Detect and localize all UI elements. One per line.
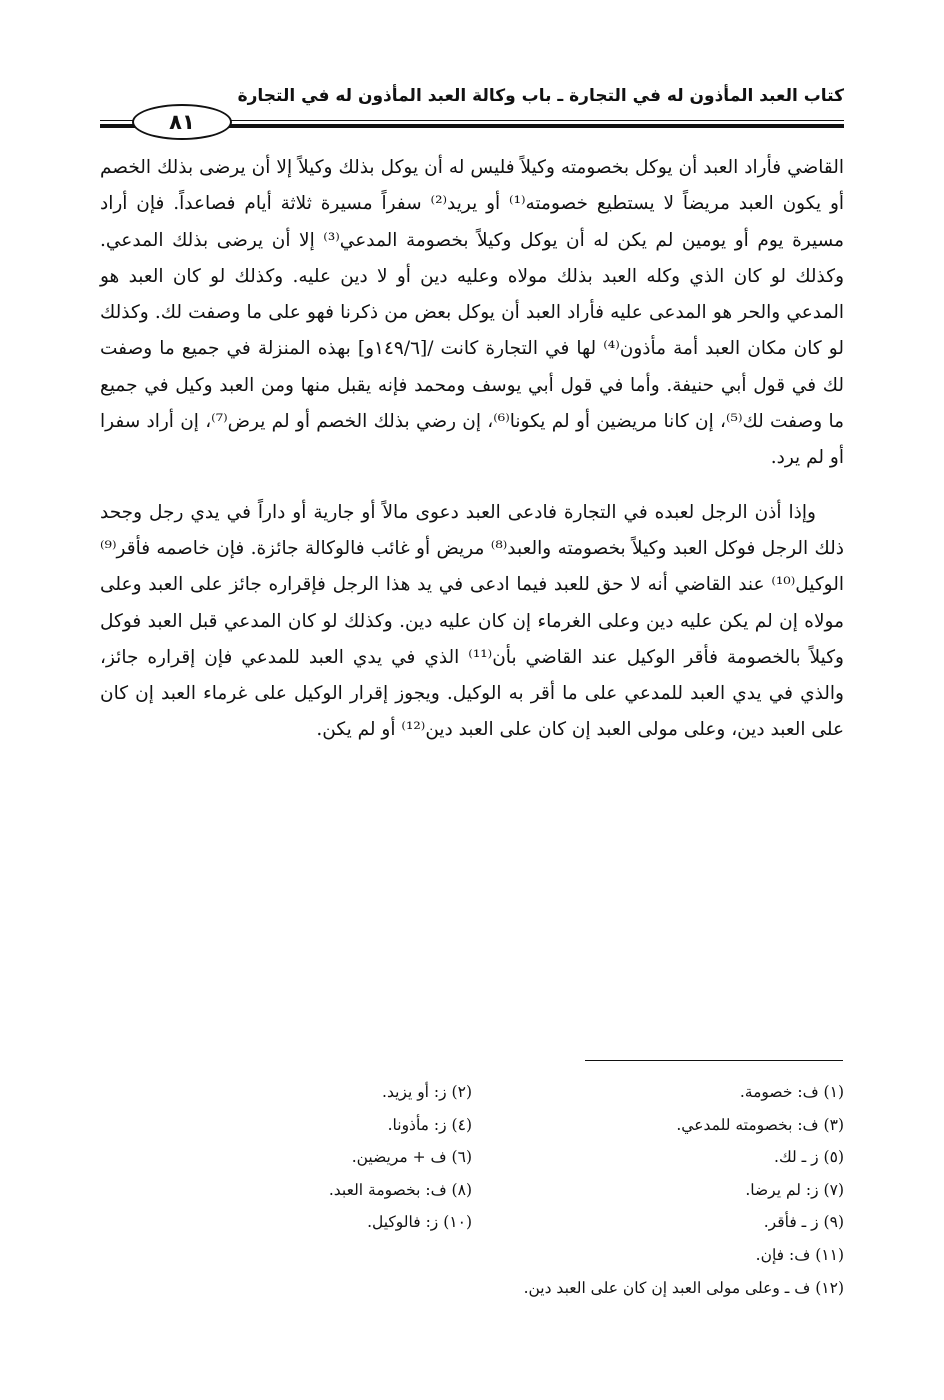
footnote-3: (٣) ف: بخصومته للمدعي. bbox=[676, 1115, 844, 1134]
page-number-badge: ٨١ bbox=[132, 104, 232, 140]
footnote-7: (٧) ز: لم يرضا. bbox=[745, 1180, 844, 1199]
footnote-row bbox=[100, 1272, 844, 1305]
footnote-9: (٩) ز ـ فأقر. bbox=[763, 1213, 844, 1232]
footnote-6: (٦) ف + مريضين. bbox=[351, 1148, 472, 1167]
footnote-4: (٤) ز: مأذونا. bbox=[387, 1115, 472, 1134]
footnote-row bbox=[100, 1076, 844, 1109]
footnote-row bbox=[100, 1239, 844, 1272]
paragraph-2: وإذا أذن الرجل لعبده في التجارة فادعى العبد دعوى مالاً أو جارية أو داراً في يدي رجل وجحد ذلك الرجل فوكل العبد وكيلاً بخصومته والعبد⁽⁸⁾ مريض أو غائب فالوكالة جائزة. فإن خاصمه فأقر⁽⁹⁾ الوكيل⁽¹⁰⁾ عند القاضي أنه لا حق للعبد فيما ادعى في يد هذا الرجل فإقراره جائز على العبد وعلى مولاه إن لم يكن عليه دين وعلى الغرماء إن كان عليه دين. وكذلك لو كان المدعي قبل العبد فوكل وكيلاً بالخصومة فأقر الوكيل عند القاضي بأن⁽¹¹⁾ الذي في يدي العبد للمدعي فإن إقراره جائز، والذي في يدي العبد للمدعي على ما أقر به الوكيل. ويجوز إقرار الوكيل على غرماء العبد إن كان على العبد دين، وعلى مولى العبد إن كان على العبد دين⁽¹²⁾ أو لم يكن. bbox=[100, 501, 844, 741]
footnote-row bbox=[100, 1141, 844, 1174]
footnote-row bbox=[100, 1174, 844, 1207]
footnote-12: (١٢) ف ـ وعلى مولى العبد إن كان على العبد دين. bbox=[523, 1278, 844, 1297]
footnote-1: (١) ف: خصومة. bbox=[739, 1083, 844, 1101]
footnote-8: (٨) ف: بخصومة العبد. bbox=[328, 1180, 472, 1199]
main-text bbox=[100, 150, 844, 749]
footnote-11: (١١) ف: فإن. bbox=[755, 1245, 844, 1264]
paragraph-1: القاضي فأراد العبد أن يوكل بخصومته وكيلاً فليس له أن يوكل بذلك وكيلاً إلا أن يرضى بذلك الخصم أو يكون العبد مريضاً لا يستطيع خصومته⁽¹⁾ أو يريد⁽²⁾ سفراً مسيرة ثلاثة أيام فصاعداً. فإن أراد مسيرة يوم أو يومين لم يكن له أن يوكل وكيلاً بخصومة المدعي⁽³⁾ إلا أن يرضى بذلك المدعي. وكذلك لو كان الذي وكله العبد بذلك مولاه وعليه دين أو لا دين عليه. وكذلك لو كان العبد هو المدعي والحر هو المدعى عليه فأراد العبد أن يوكل بعض من ذكرنا فهو على ما وصفت لك. وكذلك لو كان مكان العبد أمة مأذون⁽⁴⁾ لها في التجارة كانت /[١٤٩/٦و] بهذه المنزلة في جميع ما وصفت لك في قول أبي حنيفة. وأما في قول أبي يوسف ومحمد فإنه يقبل منها ومن العبد وكيل في جميع ما وصفت لك⁽⁵⁾، إن كانا مريضين أو لم يكونا⁽⁶⁾، إن رضي بذلك الخصم أو لم يرض⁽⁷⁾، إن أراد سفرا أو لم يرد. bbox=[100, 157, 845, 469]
footnote-separator bbox=[585, 1060, 843, 1061]
footnote-10: (١٠) ز: فالوكيل. bbox=[367, 1213, 472, 1232]
footnote-5: (٥) ز ـ لك. bbox=[774, 1148, 844, 1167]
footnotes bbox=[100, 1076, 844, 1304]
footnote-2: (٢) ز: أو يزيد. bbox=[382, 1083, 472, 1101]
footnote-row bbox=[100, 1109, 844, 1142]
running-header-title: كتاب العبد المأذون له في التجارة ـ باب وكالة العبد المأذون له في التجارة bbox=[237, 86, 844, 106]
footnote-row bbox=[100, 1206, 844, 1239]
